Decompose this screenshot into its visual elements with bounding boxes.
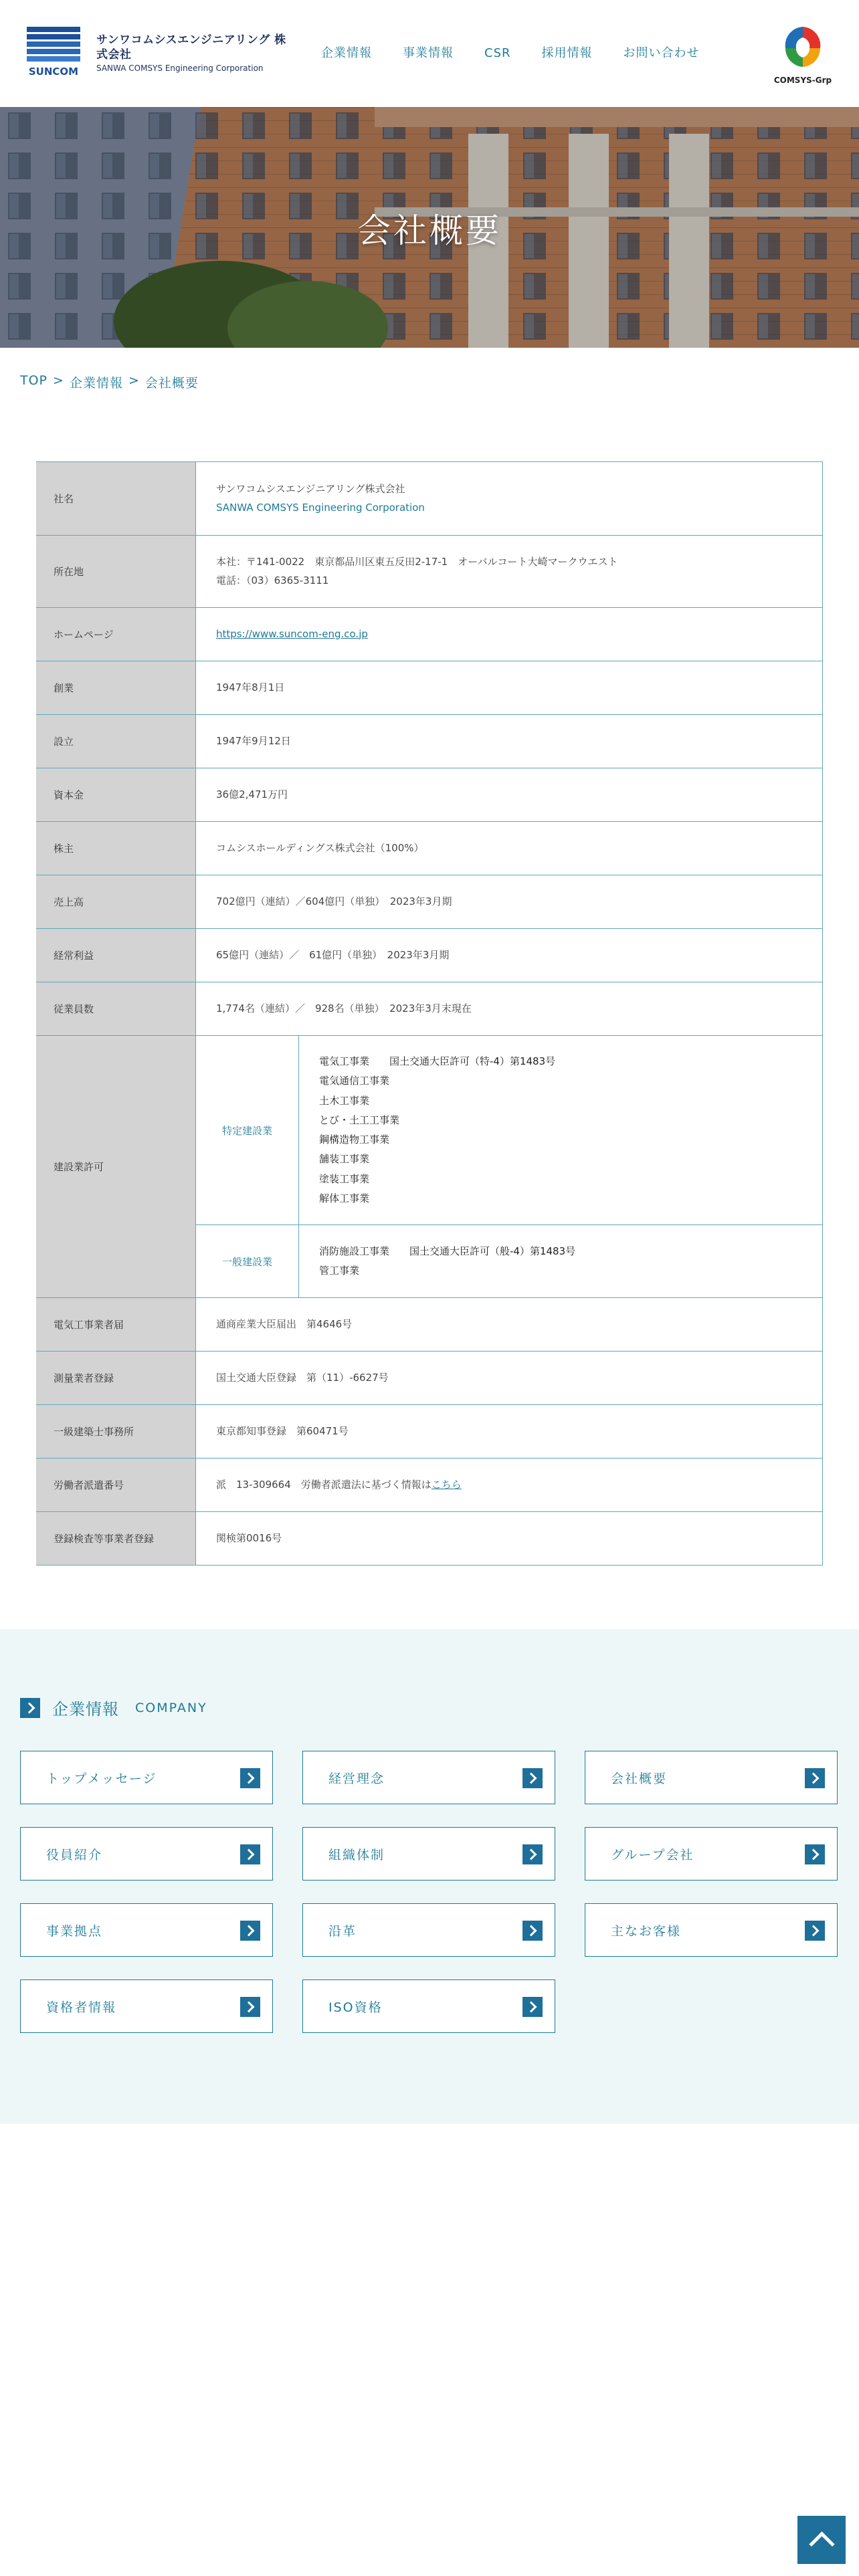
breadcrumb-separator: > — [128, 373, 140, 388]
row-value: 国土交通大臣登録 第（11）-6627号 — [195, 1352, 823, 1404]
row-label: ホームページ — [36, 608, 195, 661]
license-item: 塗装工事業 — [319, 1172, 370, 1185]
site-header — [0, 0, 859, 107]
table-row — [36, 715, 823, 768]
link-executives[interactable] — [20, 1827, 273, 1881]
row-value: 関検第0016号 — [195, 1512, 823, 1565]
button-label: 事業拠点 — [46, 1923, 103, 1939]
dispatch-text: 派 13-309664 労働者派遣法に基づく情報は — [216, 1478, 432, 1491]
table-row — [36, 1352, 823, 1405]
button-label: 経営理念 — [328, 1771, 385, 1786]
company-logo[interactable] — [27, 27, 294, 80]
button-label: 役員紹介 — [46, 1847, 103, 1862]
nav-business[interactable]: 事業情報 — [403, 46, 454, 60]
license-item: 舗装工事業 — [319, 1153, 370, 1166]
section-heading — [20, 1696, 207, 1719]
breadcrumb-company[interactable]: 企業情報 — [69, 376, 123, 391]
row-value: 通商産業大臣届出 第4646号 — [195, 1298, 823, 1351]
table-row — [36, 1036, 823, 1298]
row-label: 売上高 — [36, 875, 195, 928]
link-group-companies[interactable] — [585, 1827, 838, 1881]
table-row — [36, 608, 823, 661]
row-label: 労働者派遣番号 — [36, 1459, 195, 1511]
row-label: 設立 — [36, 715, 195, 768]
row-label: 測量業者登録 — [36, 1352, 195, 1404]
phone-line: 電話：（03）6365-3111 — [216, 574, 329, 586]
link-qualified-staff[interactable] — [20, 1979, 273, 2033]
link-company-overview[interactable] — [585, 1751, 838, 1804]
table-row — [36, 822, 823, 875]
row-label: 所在地 — [36, 536, 195, 607]
row-value: 36億2,471万円 — [195, 768, 823, 821]
breadcrumb-separator: > — [53, 373, 64, 388]
table-row — [36, 462, 823, 536]
arrow-right-icon — [240, 1844, 260, 1864]
row-label: 建設業許可 — [36, 1036, 195, 1297]
table-row — [36, 1512, 823, 1566]
row-value: 1,774名（連結）／ 928名（単独） 2023年3月末現在 — [195, 982, 823, 1035]
link-history[interactable] — [302, 1903, 555, 1957]
link-customers[interactable] — [585, 1903, 838, 1957]
button-label: 沿革 — [328, 1923, 357, 1939]
page-top-button[interactable] — [797, 2516, 846, 2564]
logo-mark-text: SUNCOM — [28, 66, 79, 78]
license-item: 電気通信工事業 — [319, 1075, 390, 1087]
arrow-right-icon — [522, 1921, 543, 1941]
row-label: 電気工事業者届 — [36, 1298, 195, 1351]
breadcrumb — [20, 373, 199, 391]
table-row — [36, 1405, 823, 1459]
table-row — [36, 536, 823, 608]
hero-banner — [0, 107, 859, 348]
button-label: ISO資格 — [328, 2000, 383, 2015]
row-value: 702億円（連結）／604億円（単独） 2023年3月期 — [195, 875, 823, 928]
row-label: 登録検査等事業者登録 — [36, 1512, 195, 1565]
row-label: 資本金 — [36, 768, 195, 821]
arrow-right-icon — [240, 1768, 260, 1788]
company-name-jp: サンワコムシスエンジニアリング株式会社 — [216, 482, 405, 495]
arrow-right-icon — [240, 1997, 260, 2017]
button-label: 資格者情報 — [46, 2000, 117, 2015]
chevron-right-icon — [20, 1698, 40, 1718]
nav-contact[interactable]: お問い合わせ — [623, 46, 700, 60]
sub-label-general: 一般建設業 — [196, 1225, 299, 1297]
link-iso[interactable] — [302, 1979, 555, 2033]
arrow-right-icon — [805, 1768, 825, 1788]
page-title: 会社概要 — [357, 211, 502, 250]
sub-label-special: 特定建設業 — [196, 1036, 299, 1224]
table-row — [36, 1298, 823, 1352]
button-label: グループ会社 — [611, 1847, 694, 1862]
row-value: 東京都知事登録 第60471号 — [195, 1405, 823, 1458]
button-label: トップメッセージ — [46, 1771, 157, 1786]
breadcrumb-current: 会社概要 — [145, 376, 199, 391]
license-item: 電気工事業 国土交通大臣許可（特-4）第1483号 — [319, 1055, 556, 1067]
table-row — [36, 929, 823, 982]
comsys-swirl-icon — [769, 20, 836, 87]
row-value: 1947年8月1日 — [195, 661, 823, 714]
dispatch-info-link[interactable]: こちら — [431, 1478, 462, 1491]
table-row — [36, 661, 823, 715]
suncom-logo-mark-icon — [27, 27, 80, 80]
row-label: 一級建築士事務所 — [36, 1405, 195, 1458]
company-profile-table — [36, 461, 823, 1566]
nav-company[interactable]: 企業情報 — [321, 46, 372, 60]
logo-name-jp: サンワコムシスエンジニアリング 株式会社 — [96, 33, 286, 62]
nav-recruit[interactable]: 採用情報 — [541, 46, 593, 60]
homepage-link[interactable]: https://www.suncom-eng.co.jp — [216, 627, 368, 640]
logo-name-en: SANWA COMSYS Engineering Corporation — [96, 64, 264, 74]
row-label: 社名 — [36, 462, 195, 535]
section-title-en: COMPANY — [135, 1700, 207, 1715]
company-info-section — [0, 1629, 859, 2124]
row-value: 65億円（連結）／ 61億円（単独） 2023年3月期 — [195, 929, 823, 982]
link-offices[interactable] — [20, 1903, 273, 1957]
arrow-right-icon — [805, 1921, 825, 1941]
row-label: 創業 — [36, 661, 195, 714]
row-value: 1947年9月12日 — [195, 715, 823, 768]
license-item: 消防施設工事業 国土交通大臣許可（般-4）第1483号 — [319, 1245, 576, 1257]
arrow-right-icon — [240, 1921, 260, 1941]
table-row — [36, 1459, 823, 1512]
arrow-right-icon — [522, 1997, 543, 2017]
row-label: 従業員数 — [36, 982, 195, 1035]
nav-csr[interactable]: CSR — [484, 46, 511, 60]
link-top-message[interactable] — [20, 1751, 273, 1804]
section-title-jp: 企業情報 — [52, 1700, 119, 1719]
license-item: とび・土工工事業 — [319, 1113, 400, 1126]
comsys-group-logo[interactable] — [769, 20, 836, 87]
link-philosophy[interactable] — [302, 1751, 555, 1804]
arrow-right-icon — [805, 1844, 825, 1864]
table-row — [36, 768, 823, 822]
arrow-right-icon — [522, 1844, 543, 1864]
link-organization[interactable] — [302, 1827, 555, 1881]
group-logo-text: COMSYS-Grp — [773, 76, 832, 85]
button-label: 組織体制 — [328, 1847, 385, 1862]
row-value: コムシスホールディングス株式会社（100%） — [195, 822, 823, 875]
license-item: 鋼構造物工事業 — [319, 1134, 390, 1146]
table-row — [36, 875, 823, 929]
main-nav — [321, 41, 731, 66]
row-label: 経常利益 — [36, 929, 195, 982]
company-name-en: SANWA COMSYS Engineering Corporation — [216, 501, 425, 514]
license-item: 管工事業 — [319, 1265, 360, 1277]
license-item: 解体工事業 — [319, 1192, 370, 1204]
button-label: 会社概要 — [611, 1771, 668, 1786]
row-label: 株主 — [36, 822, 195, 875]
breadcrumb-top[interactable]: TOP — [20, 373, 48, 388]
arrow-right-icon — [522, 1768, 543, 1788]
address-line: 本社：〒141-0022 東京都品川区東五反田2-17-1 オーバルコート大崎マークウエスト — [216, 555, 618, 568]
table-row — [36, 982, 823, 1036]
button-label: 主なお客様 — [611, 1923, 682, 1939]
license-item: 土木工事業 — [319, 1094, 370, 1107]
